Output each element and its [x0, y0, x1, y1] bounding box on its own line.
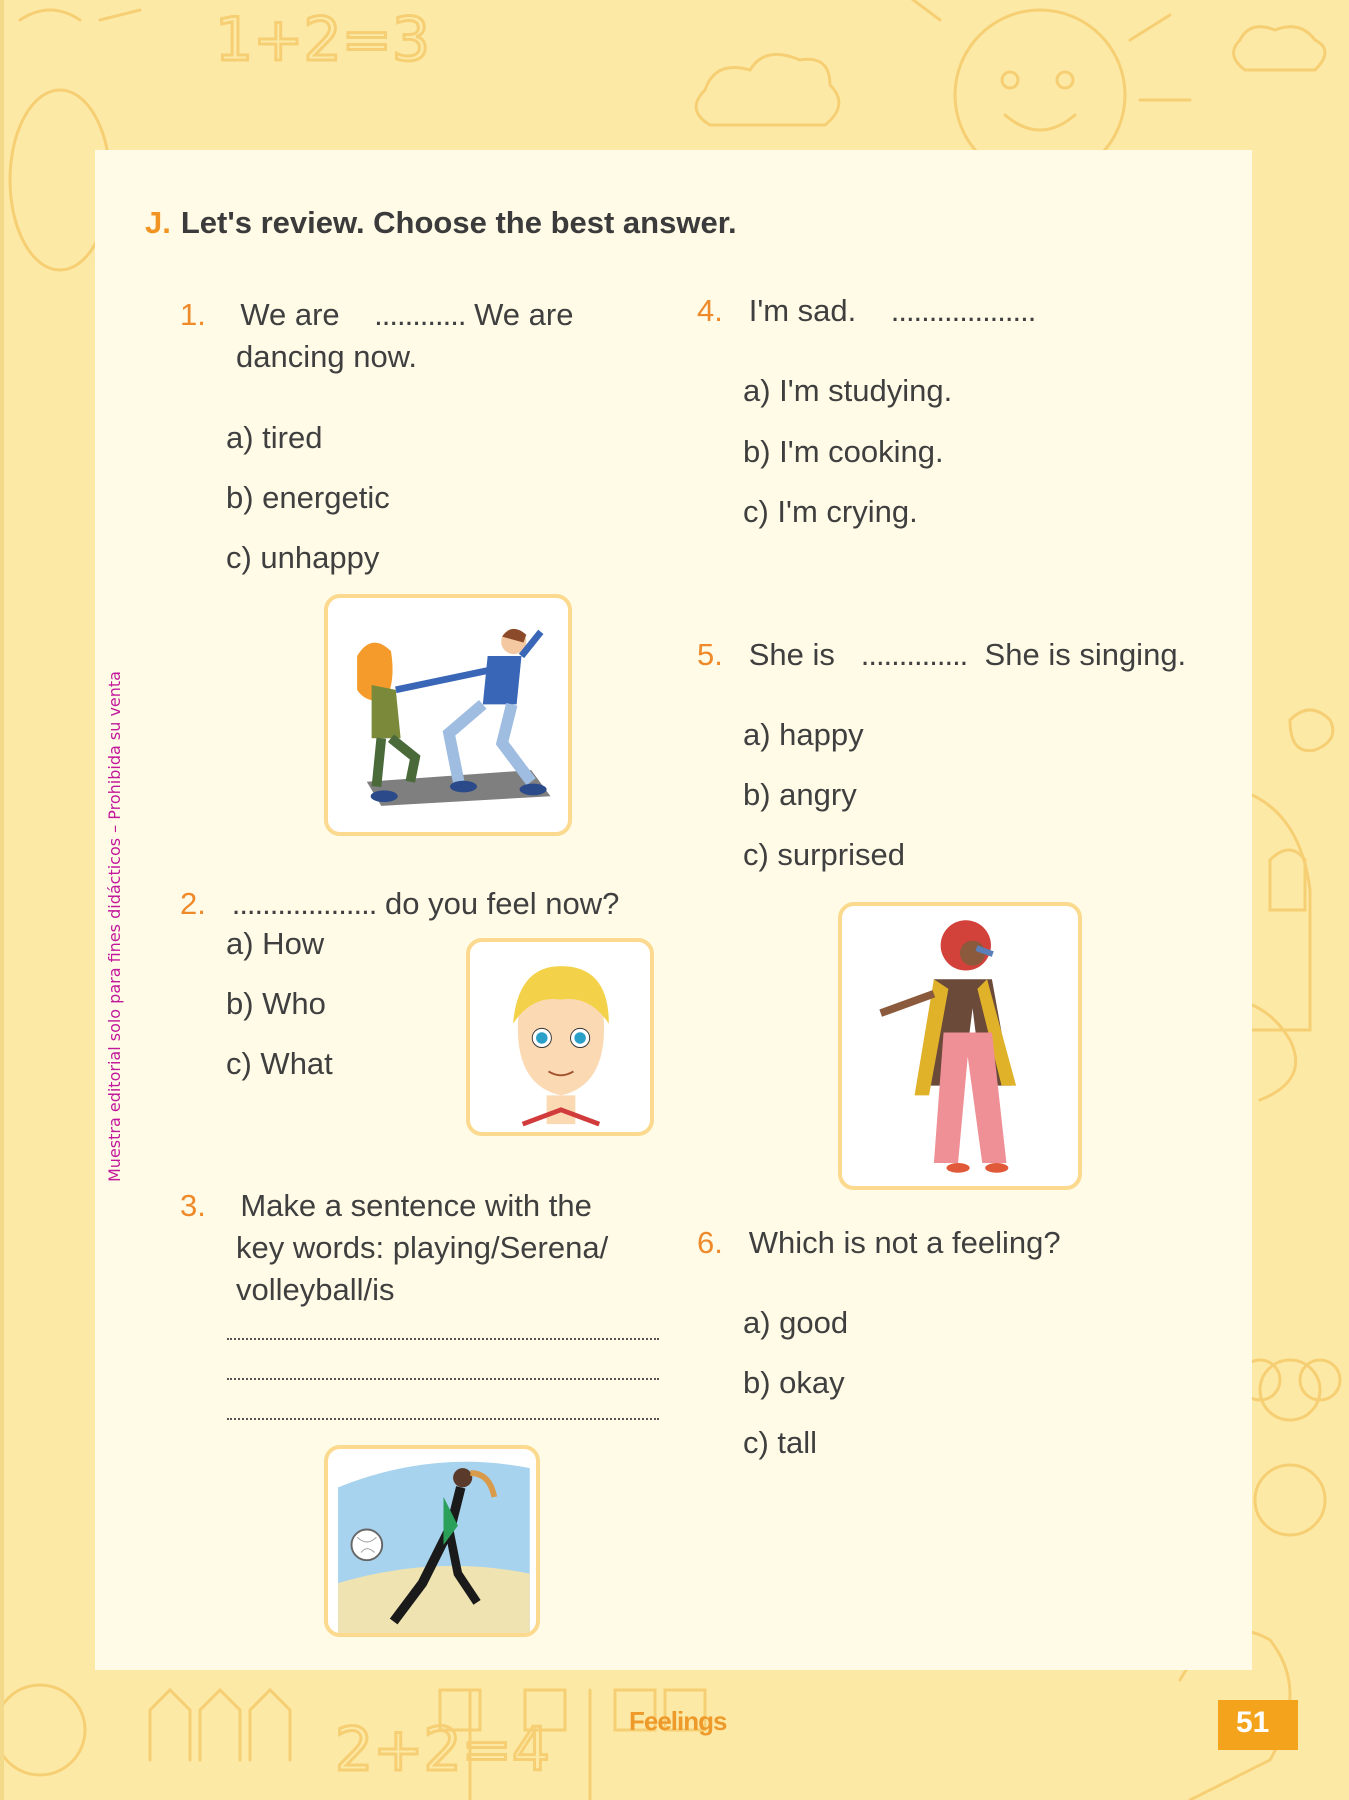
question-number: 5.: [697, 637, 723, 672]
option-1a[interactable]: a) tired: [226, 420, 323, 455]
answer-blank: ...................: [231, 886, 377, 921]
volleyball-player-image: [324, 1445, 540, 1637]
option-1c[interactable]: c) unhappy: [226, 540, 380, 575]
question-text: Which is not a feeling?: [748, 1225, 1061, 1260]
unit-title: Feelings: [629, 1706, 727, 1736]
question-5: [697, 634, 1186, 676]
option-5a[interactable]: a) happy: [743, 717, 864, 752]
question-text: She is singing.: [984, 637, 1187, 672]
exercise-heading: [145, 205, 737, 241]
answer-blank: ..............: [860, 637, 968, 672]
question-2: [180, 883, 619, 925]
question-6: [697, 1222, 1061, 1264]
option-4c[interactable]: c) I'm crying.: [743, 494, 918, 529]
boy-face-illustration: [470, 942, 650, 1132]
exercise-instruction: Let's review. Choose the best answer.: [180, 205, 737, 240]
option-2c[interactable]: c) What: [226, 1046, 333, 1081]
page-number: 51: [1236, 1706, 1270, 1739]
volleyball-player-illustration: [328, 1449, 536, 1633]
question-number: 4.: [697, 293, 723, 328]
option-6b[interactable]: b) okay: [743, 1365, 845, 1400]
question-text: We are: [240, 297, 340, 332]
question-number: 3.: [180, 1188, 206, 1223]
answer-line-2[interactable]: [227, 1378, 659, 1380]
question-1: [180, 294, 573, 378]
exercise-letter: J.: [145, 205, 171, 240]
question-number: 1.: [180, 297, 206, 332]
boy-face-image: [466, 938, 654, 1136]
question-text: We are: [474, 297, 574, 332]
option-6c[interactable]: c) tall: [743, 1425, 818, 1460]
dancing-couple-image: [324, 594, 572, 836]
question-text: Make a sentence with the: [240, 1188, 592, 1223]
question-text: key words: playing/Serena/: [236, 1230, 609, 1265]
question-4: [697, 290, 1035, 332]
singing-woman-image: [838, 902, 1082, 1190]
option-1b[interactable]: b) energetic: [226, 480, 390, 515]
answer-blank: ...................: [890, 293, 1036, 328]
side-disclaimer: Muestra editorial solo para fines didácticos – Prohibida su venta: [105, 671, 124, 1182]
svg-text:1+2=3: 1+2=3: [215, 5, 431, 75]
answer-line-3[interactable]: [227, 1418, 659, 1420]
answer-blank: ............: [374, 297, 466, 332]
answer-line-1[interactable]: [227, 1338, 659, 1340]
option-5b[interactable]: b) angry: [743, 777, 857, 812]
singing-woman-illustration: [842, 906, 1078, 1186]
option-4b[interactable]: b) I'm cooking.: [743, 434, 944, 469]
question-number: 2.: [180, 886, 206, 921]
question-3: [180, 1185, 608, 1311]
left-edge-strip: [0, 0, 4, 1800]
question-text: dancing now.: [236, 339, 417, 374]
question-text: do you feel now?: [384, 886, 620, 921]
dancing-couple-illustration: [328, 598, 568, 832]
option-6a[interactable]: a) good: [743, 1305, 849, 1340]
option-2a[interactable]: a) How: [226, 926, 325, 961]
option-5c[interactable]: c) surprised: [743, 837, 905, 872]
option-2b[interactable]: b) Who: [226, 986, 326, 1021]
svg-text:2+2=4: 2+2=4: [335, 1715, 551, 1785]
question-text: I'm sad.: [748, 293, 857, 328]
option-4a[interactable]: a) I'm studying.: [743, 373, 953, 408]
question-text: volleyball/is: [236, 1272, 395, 1307]
question-number: 6.: [697, 1225, 723, 1260]
question-text: She is: [748, 637, 835, 672]
